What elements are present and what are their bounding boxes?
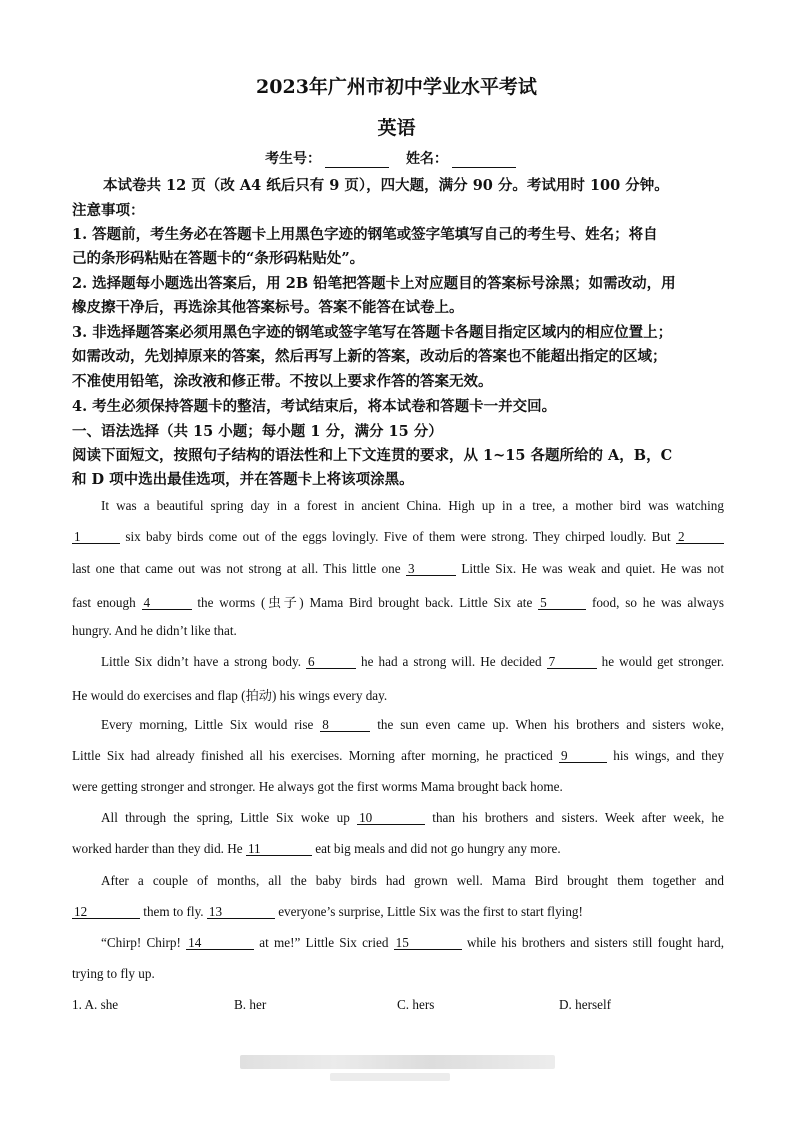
passage-line: 12 them to fly. 13 everyone’s surprise, Little Six was the first to start flying! (74, 904, 583, 919)
blank-5: 5 (538, 597, 586, 610)
passage-line: After a couple of months, all the baby birds had grown well. Mama Bird brought them together and (101, 873, 724, 888)
blank-4: 4 (142, 597, 192, 610)
option-a: 1. A. she (72, 997, 119, 1012)
exam-number-label: 考生号： (265, 151, 322, 167)
passage-line: Little Six had already finished all his exercises. Morning after morning, he practiced 9 his wings, and they (72, 748, 724, 763)
notice-line: 2. 选择题每小题选出答案后，用 2B 铅笔把答题卡上对应题目的答案标号涂黑；如需改动，用 (72, 275, 676, 292)
passage-line: hungry. And he didn’t like that. (72, 623, 237, 638)
passage-line: worked harder than they did. He 11 eat big meals and did not go hungry any more. (72, 841, 561, 856)
option-c: C. hers (397, 997, 435, 1012)
blank-9: 9 (559, 750, 607, 763)
notice-line: 己的条形码粘贴在答题卡的“条形码粘贴处”。 (72, 250, 365, 267)
notice-line: 1. 答题前，考生务必在答题卡上用黑色字迹的钢笔或签字笔填写自己的考生号、姓名；将自 (72, 226, 658, 243)
blank-1: 1 (72, 531, 120, 544)
option-d: D. herself (559, 997, 611, 1012)
blank-12: 12 (72, 906, 140, 919)
passage-line: He would do exercises and flap (拍动) his wings every day. (72, 688, 388, 703)
blank-3: 3 (406, 563, 456, 576)
section-instruction: 阅读下面短文，按照句子结构的语法性和上下文连贯的要求，从 1~15 各题所给的 A，B，C (72, 447, 673, 464)
blank-15: 15 (394, 937, 462, 950)
passage-line: trying to fly up. (72, 966, 155, 981)
passage-line: It was a beautiful spring day in a forest in ancient China. High up in a tree, a mother bird was watching (101, 498, 724, 513)
blank-10: 10 (357, 812, 425, 825)
passage-line: Every morning, Little Six would rise 8 the sun even came up. When his brothers and sisters woke, (101, 717, 724, 732)
passage-line: fast enough 4 the worms (虫子) Mama Bird brought back. Little Six ate 5 food, so he was always (72, 595, 724, 610)
blank-11: 11 (246, 843, 312, 856)
blank-14: 14 (186, 937, 254, 950)
notice-line: 橡皮擦干净后，再选涂其他答案标号。答案不能答在试卷上。 (72, 299, 464, 316)
section-instruction: 和 D 项中选出最佳选项，并在答题卡上将该项涂黑。 (72, 471, 414, 488)
blank-2: 2 (676, 531, 724, 544)
passage-line: All through the spring, Little Six woke up 10 than his brothers and sisters. Week after week, he (101, 810, 724, 825)
notice-heading: 注意事项： (72, 202, 145, 219)
blurred-footer (240, 1055, 555, 1069)
passage-line: were getting stronger and stronger. He always got the first worms Mama brought back home. (72, 779, 563, 794)
notice-line: 不准使用铅笔，涂改液和修正带。不按以上要求作答的答案无效。 (72, 373, 493, 390)
blank-6: 6 (306, 656, 356, 669)
name-label: 姓名： (405, 151, 448, 167)
option-b: B. her (234, 997, 267, 1012)
notice-line: 3. 非选择题答案必须用黑色字迹的钢笔或签字笔写在答题卡各题目指定区域内的相应位置上； (72, 324, 673, 341)
exam-intro: 本试卷共 12 页（改 A4 纸后只有 9 页），四大题，满分 90 分。考试用时 100 分钟。 (103, 177, 669, 194)
blank-7: 7 (547, 656, 597, 669)
notice-line: 4. 考生必须保持答题卡的整洁，考试结束后，将本试卷和答题卡一并交回。 (72, 398, 557, 415)
passage-line: last one that came out was not strong at all. This little one 3 Little Six. He was weak and quiet. He was not (72, 561, 725, 576)
passage-line: 1 six baby birds come out of the eggs lovingly. Five of them were strong. They chirped loudly. But 2 (72, 529, 724, 545)
blank-8: 8 (320, 719, 370, 732)
section-heading: 一、语法选择（共 15 小题；每小题 1 分，满分 15 分） (72, 423, 443, 440)
notice-line: 如需改动，先划掉原来的答案，然后再写上新的答案，改动后的答案也不能超出指定的区域； (72, 348, 667, 365)
passage-line: Little Six didn’t have a strong body. 6 he had a strong will. He decided 7 he would get stronger. (101, 654, 724, 669)
blurred-footer-sub (330, 1073, 450, 1081)
subject-title: 英语 (377, 117, 416, 139)
candidate-info (0, 148, 793, 168)
exam-number-blank (325, 153, 389, 168)
blank-13: 13 (207, 906, 275, 919)
name-blank (452, 153, 516, 168)
passage-line: “Chirp! Chirp! 14 at me!” Little Six cried 15 while his brothers and sisters still fought hard, (101, 935, 724, 950)
exam-title: 2023年广州市初中学业水平考试 (256, 76, 537, 98)
